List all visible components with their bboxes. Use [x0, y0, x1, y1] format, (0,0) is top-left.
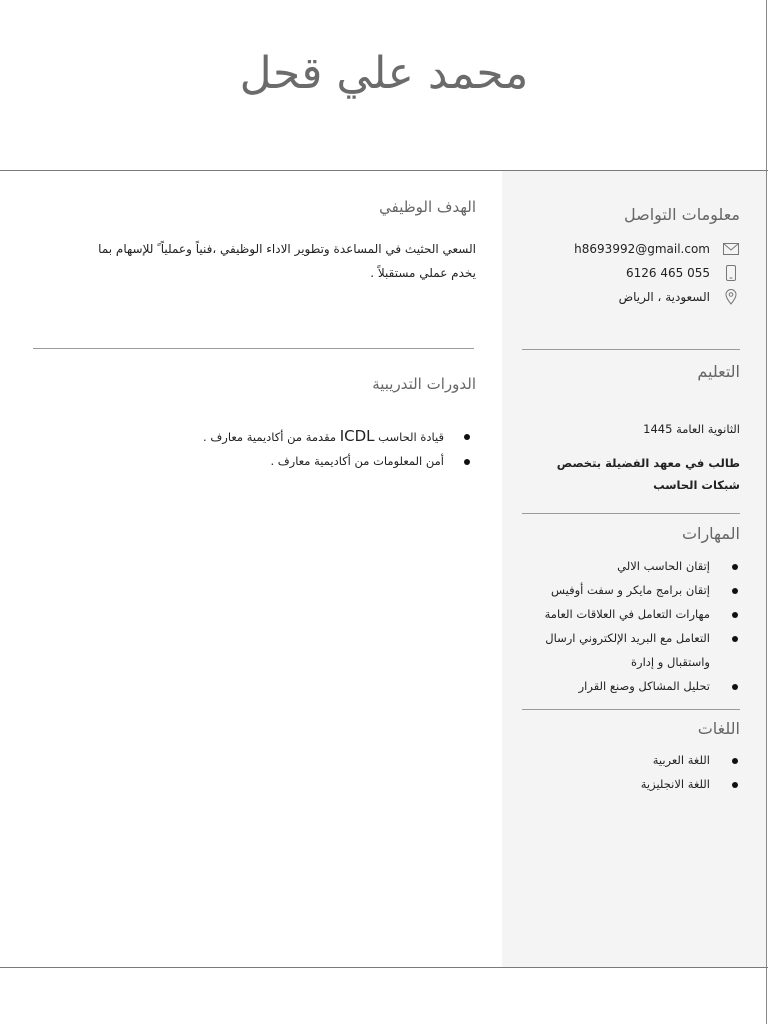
list-item: اللغة العربية: [520, 748, 740, 772]
list-item: واستقبال و إدارة: [631, 655, 710, 669]
languages-list: [520, 748, 740, 796]
phone-icon: [722, 264, 740, 282]
list-item: إتقان الحاسب الالي: [520, 554, 740, 578]
list-item: مهارات التعامل في العلاقات العامة: [520, 602, 740, 626]
education-heading: التعليم: [697, 362, 740, 381]
person-name: محمد علي قحل: [239, 48, 529, 99]
contact-location: السعودية ، الرياض: [618, 290, 710, 304]
bullet: [732, 612, 738, 618]
page-edge-line: [766, 0, 767, 1024]
contact-location-row: [619, 286, 740, 308]
education-institute: طالب في معهد الفضيلة بتخصص: [556, 456, 740, 470]
list-item: إتقان برامج مايكر و سفت أوفيس: [520, 578, 740, 602]
location-pin-icon: [722, 288, 740, 306]
contact-email-row: [574, 238, 740, 260]
bullet: [732, 564, 738, 570]
sidebar-divider-1: [522, 349, 740, 350]
sidebar-divider-2: [522, 513, 740, 514]
contact-heading: معلومات التواصل: [623, 205, 740, 224]
languages-heading: اللغات: [697, 719, 740, 738]
courses-heading: الدورات التدريبية: [372, 375, 476, 393]
contact-phone: 055 465 6126: [625, 266, 710, 280]
course-1-pre: قيادة الحاسب: [378, 430, 444, 444]
list-item: التعامل مع البريد الإلكتروني ارسال: [520, 626, 740, 650]
skills-heading: المهارات: [681, 524, 740, 543]
contact-phone-row: [626, 262, 740, 284]
bullet: [464, 459, 470, 465]
objective-text-line1: السعي الحثيث في المساعدة وتطوير الاداء الوظيفي ،فنياً وعملياً ً للإسهام بما: [98, 242, 476, 256]
envelope-icon: [722, 240, 740, 258]
courses-list: [50, 424, 470, 473]
bullet: [732, 758, 738, 764]
course-1-post: مقدمة من أكاديمية معارف .: [203, 430, 337, 444]
bullet: [464, 434, 470, 440]
education-major: شبكات الحاسب: [653, 478, 740, 492]
bullet: [732, 588, 738, 594]
objective-heading: الهدف الوظيفي: [379, 198, 476, 216]
footer-divider: [0, 967, 768, 968]
list-item: [50, 424, 470, 449]
list-item: [50, 449, 470, 473]
bullet: [732, 684, 738, 690]
course-1-icdl: ICDL: [339, 427, 375, 445]
education-certificate: الثانوية العامة 1445: [643, 422, 740, 436]
course-2: أمن المعلومات من أكاديمية معارف .: [270, 454, 444, 468]
contact-email[interactable]: h8693992@gmail.com: [574, 242, 710, 256]
objective-text-line2: يخدم عملي مستقبلاً .: [370, 266, 476, 280]
skills-list: [520, 554, 740, 698]
bullet: [732, 636, 738, 642]
main-divider: [33, 348, 474, 349]
list-item: اللغة الانجليزية: [520, 772, 740, 796]
sidebar-divider-3: [522, 709, 740, 710]
bullet: [732, 782, 738, 788]
list-item: تحليل المشاكل وصنع القرار: [520, 674, 740, 698]
